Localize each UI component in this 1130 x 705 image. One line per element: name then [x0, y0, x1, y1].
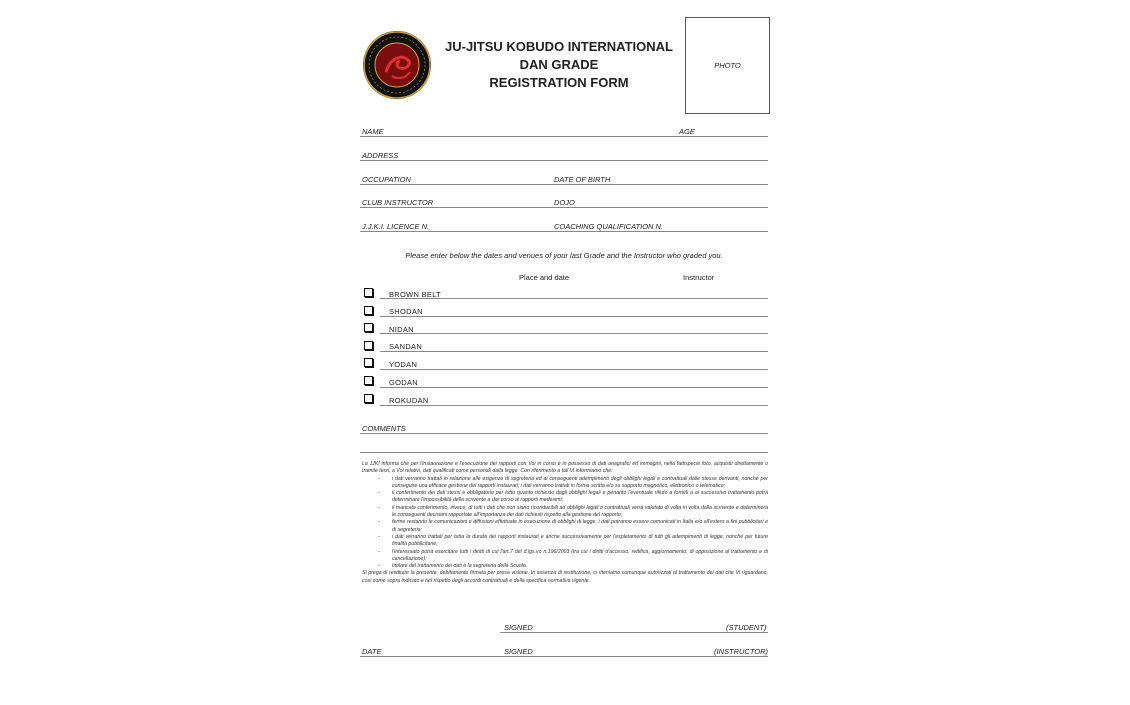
privacy-bullet: - i dati verranno trattati in relazione alle esigenze di segreteria ed ai conseguenti adempimenti degli obblighi legali e contrattuali dalle stesse derivanti, nonché per conseguire una efficace gestione dei rapporti instaurati; i dati verranno trattati in forma scritta e/o su supporto magnetico, elettronico o telematico; — [392, 476, 768, 491]
privacy-bullet: - i dati verranno trattati per tutta la durata dei rapporti instaurati e anche successivamente per l'espletamento di tutti gli adempimenti di legge, nonché per future finalità pubblicitarie; — [392, 534, 768, 549]
dojo-label: DOJO — [554, 198, 575, 207]
privacy-intro: La JJKI informa che per l'instaurazione e l'esecuzione dei rapporti con Voi in corso è in possesso di dati anagrafici ed immagini, nella fattispecie foto, acquisiti direttamente o tramite terzi, a Voi relativi, dati qualificati come personali dalla legge. Con riferimento a tali Vi informiamo che: — [362, 461, 768, 475]
date-of-birth-label: DATE OF BIRTH — [554, 175, 611, 184]
privacy-notice — [362, 461, 768, 585]
privacy-bullets — [362, 476, 768, 571]
instructor-signature-line[interactable] — [360, 656, 768, 657]
sandan-line[interactable] — [380, 351, 768, 352]
grade-sandan: SANDAN — [389, 342, 423, 351]
grade-nidan: NIDAN — [389, 325, 414, 334]
place-date-header: Place and date — [519, 273, 570, 282]
nidan-line[interactable] — [380, 333, 768, 334]
name-field-line[interactable] — [360, 136, 768, 137]
godan-line[interactable] — [380, 387, 768, 388]
grade-yodan: YODAN — [389, 360, 418, 369]
address-field-line[interactable] — [360, 160, 768, 161]
grade-godan: GODAN — [389, 378, 419, 387]
photo-label: PHOTO — [714, 61, 741, 70]
licence-label: J.J.K.I. LICENCE N. — [362, 222, 430, 231]
date-label: DATE — [362, 647, 382, 656]
address-label: ADDRESS — [362, 151, 399, 160]
occupation-field-line[interactable] — [360, 184, 768, 185]
privacy-bullet: - ferme restando le comunicazioni e diffusioni effettuate in esecuzione di obblighi di legge, i dati potranno essere comunicati in Italia e/o all'estero a fini pubblicitari e di segreteria; — [392, 519, 768, 534]
instructor-label: (INSTRUCTOR) — [714, 647, 769, 656]
signed-instructor-label: SIGNED — [504, 647, 533, 656]
occupation-label: OCCUPATION — [362, 175, 411, 184]
sandan-checkbox[interactable] — [364, 341, 373, 350]
comments-line-1[interactable] — [360, 433, 768, 434]
coaching-label: COACHING QUALIFICATION N. — [554, 222, 664, 231]
privacy-bullet: - l'interessato potrà esercitare tutti i diritti di cui l'art.7 del d.lgs.vo n.196/2003 (tra cui i diritti d'accesso, rettifica, aggiornamento, di opposizione al trattamento e di cancellazione); — [392, 549, 768, 564]
student-signature-line[interactable] — [500, 632, 768, 633]
student-label: (STUDENT) — [726, 623, 767, 632]
club-instructor-label: CLUB INSTRUCTOR — [362, 198, 434, 207]
yodan-checkbox[interactable] — [364, 358, 373, 367]
name-label: NAME — [362, 127, 384, 136]
privacy-bullet: - il mancato conferimento, invece, di tutti i dati che non siano riconducibili ad obblighi legali o contrattuali verrà valutato di volta in volta dalla scrivente e determinerà le conseguenti decisioni rapportate all'importanza dei dati richiesti rispetto alla gestione del rapporto; — [392, 505, 768, 520]
title-line-1: JU-JITSU KOBUDO INTERNATIONAL — [445, 39, 673, 54]
nidan-checkbox[interactable] — [364, 323, 373, 332]
licence-field-line[interactable] — [360, 231, 768, 232]
form-title — [439, 38, 679, 92]
rokudan-line[interactable] — [380, 405, 768, 406]
signed-student-label: SIGNED — [504, 623, 533, 632]
brown-belt-checkbox[interactable] — [364, 288, 373, 297]
title-line-3: REGISTRATION FORM — [489, 75, 629, 90]
privacy-bullet: - titolare del trattamento dei dati è la segreteria della Scuola. — [392, 563, 768, 570]
godan-checkbox[interactable] — [364, 376, 373, 385]
shodan-checkbox[interactable] — [364, 306, 373, 315]
comments-line-2[interactable] — [360, 452, 768, 453]
yodan-line[interactable] — [380, 369, 768, 370]
grades-instruction: Please enter below the dates and venues of your last Grade and the Instructor who graded you. — [405, 251, 723, 260]
grade-rokudan: ROKUDAN — [389, 396, 429, 405]
rokudan-checkbox[interactable] — [364, 394, 373, 403]
grade-brown-belt: BROWN BELT — [389, 290, 442, 299]
grade-shodan: SHODAN — [389, 307, 423, 316]
shodan-line[interactable] — [380, 316, 768, 317]
instructor-header: Instructor — [683, 273, 715, 282]
privacy-bullet: - il conferimento dei dati stessi è obbligatorio per tutto quanto richiesto dagli obblighi legali e pertanto l'eventuale rifiuto a fornirli o al successivo trattamento potrà determinare l'impossibilità della scrivente a dar corso ai rapporti medesimi; — [392, 490, 768, 505]
brown-belt-line[interactable] — [380, 298, 768, 299]
age-label: AGE — [679, 127, 695, 136]
club-field-line[interactable] — [360, 207, 768, 208]
title-line-2: DAN GRADE — [519, 57, 599, 72]
privacy-outro: Si prega di restituire la presente, debitamente firmata per presa visione. In assenza di restituzione, ci riteniamo comunque autorizzati al trattamento dei dati che Vi riguardano, così come sopra indicato e nel rispetto degli accordi contrattuali e della specifica normativa vigente. — [362, 570, 768, 584]
photo-box[interactable] — [685, 17, 770, 114]
jjki-logo — [362, 30, 432, 100]
comments-label: COMMENTS — [362, 424, 406, 433]
